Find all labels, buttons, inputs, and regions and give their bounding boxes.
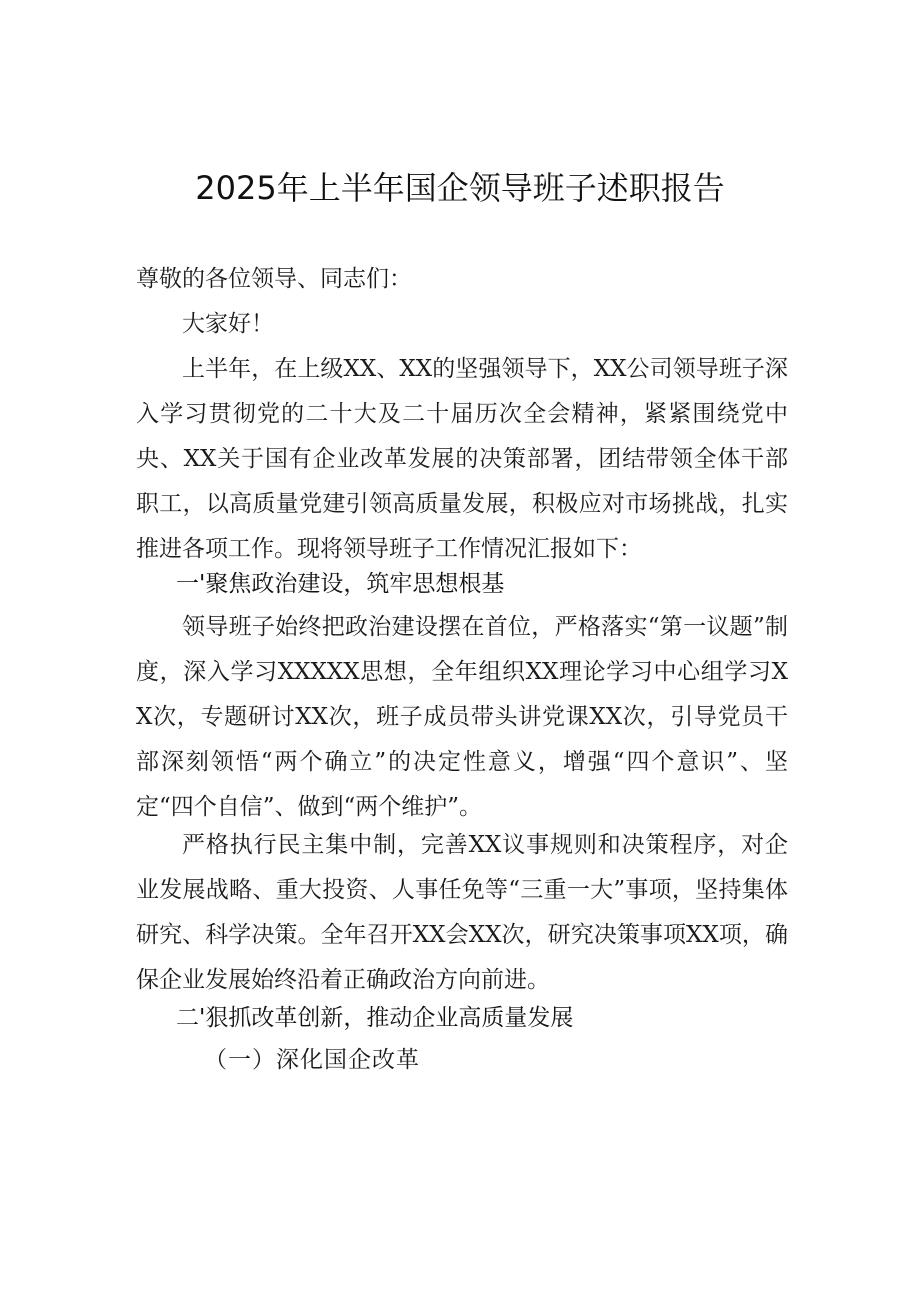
section-1-heading: 一'聚焦政治建设，筑牢思想根基 xyxy=(176,571,505,597)
section-2-subheading-1: （一）深化国企改革 xyxy=(204,1047,420,1073)
document-title: 2025年上半年国企领导班子述职报告 xyxy=(195,169,725,207)
section-1-paragraph-2: 严格执行民主集中制，完善XX议事规则和决策程序，对企业发展战略、重大投资、人事任免等“三重一大”事项，坚持集体研究、科学决策。全年召开XX会XX次，研究决策事项XX项，确保企业发展始终沿着正确政治方向前进。 xyxy=(136,832,788,993)
intro-paragraph: 上半年，在上级XX、XX的坚强领导下，XX公司领导班子深入学习贯彻党的二十大及二十届历次全会精神，紧紧围绕党中央、XX关于国有企业改革发展的决策部署，团结带领全体干部职工，以高质量党建引领高质量发展，积极应对市场挑战，扎实推进各项工作。现将领导班子工作情况汇报如下： xyxy=(136,356,788,562)
greeting: 大家好！ xyxy=(182,311,274,337)
salutation: 尊敬的各位领导、同志们： xyxy=(136,266,412,292)
section-1-paragraph-1: 领导班子始终把政治建设摆在首位，严格落实“第一议题”制度，深入学习XXXXX思想，全年组织XX理论学习中心组学习XX次，专题研讨XX次，班子成员带头讲党课XX次，引导党员干部深刻领悟“两个确立”的决定性意义，增强“四个意识”、坚定“四个自信”、做到“两个维护”。 xyxy=(136,614,788,820)
section-2-heading: 二'狠抓改革创新，推动企业高质量发展 xyxy=(176,1005,574,1031)
